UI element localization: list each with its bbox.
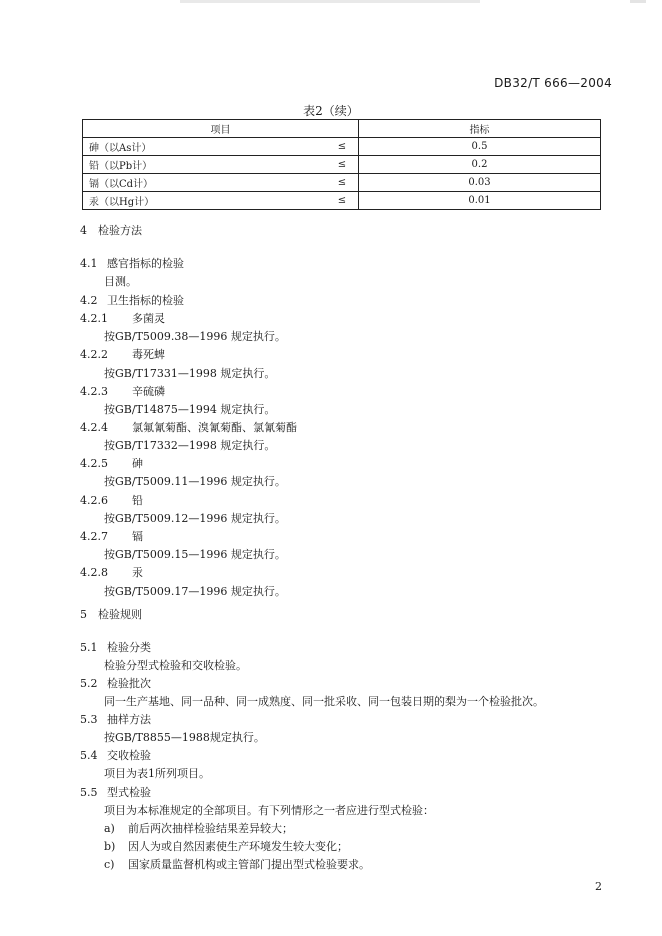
paragraph — [104, 365, 275, 381]
line-text: 毒死蜱 — [132, 348, 165, 361]
line-text: 镉 — [132, 530, 143, 543]
section-number: 5.5 — [80, 786, 98, 799]
paragraph — [104, 546, 286, 562]
top-scan-rule — [180, 0, 480, 3]
line-text: 铅 — [132, 494, 143, 507]
list-item — [104, 856, 370, 872]
cell-symbol: ≤ — [326, 156, 359, 174]
line-text: 国家质量监督机构或主管部门提出型式检验要求。 — [128, 858, 370, 871]
paragraph — [104, 802, 434, 818]
line-text: 按GB/T14875—1994 规定执行。 — [104, 403, 276, 416]
line-text: 检验分类 — [107, 641, 151, 654]
line-text: 项目为本标准规定的全部项目。有下列情形之一者应进行型式检验： — [104, 804, 434, 817]
section-heading — [80, 292, 184, 308]
line-text: 按GB/T17331—1998 规定执行。 — [104, 367, 276, 380]
line-text: 抽样方法 — [107, 713, 151, 726]
section-number: 5.1 — [80, 641, 98, 654]
section-number: 4.2 — [80, 294, 98, 307]
section-number: 5 — [80, 608, 87, 621]
line-text: 目测。 — [104, 275, 137, 288]
table-header-row — [83, 120, 601, 138]
line-text: 前后两次抽样检验结果差异较大； — [128, 822, 293, 835]
top-scan-mark — [630, 0, 646, 3]
list-item — [104, 820, 293, 836]
paragraph — [104, 437, 275, 453]
cell-value: 0.2 — [359, 156, 601, 174]
document-code: DB32/T 666—2004 — [494, 76, 612, 90]
cell-value: 0.03 — [359, 174, 601, 192]
line-text: 砷 — [132, 457, 143, 470]
line-text: 项目为表1所列项目。 — [104, 767, 210, 780]
section-heading — [80, 310, 165, 326]
paragraph — [104, 328, 286, 344]
table-row — [83, 192, 601, 210]
paragraph — [104, 473, 286, 489]
section-number: 4.2.5 — [80, 457, 108, 470]
section-heading — [80, 639, 151, 655]
section-number: a) — [104, 822, 115, 835]
cell-value: 0.5 — [359, 138, 601, 156]
line-text: 按GB/T5009.15—1996 规定执行。 — [104, 548, 286, 561]
line-text: 同一生产基地、同一品种、同一成熟度、同一批采收、同一包装日期的梨为一个检验批次。 — [104, 695, 544, 708]
line-text: 检验分型式检验和交收检验。 — [104, 659, 247, 672]
section-number: 4.2.6 — [80, 494, 108, 507]
paragraph — [104, 765, 210, 781]
table-row — [83, 138, 601, 156]
line-text: 按GB/T5009.17—1996 规定执行。 — [104, 585, 286, 598]
paragraph — [104, 401, 275, 417]
paragraph — [104, 510, 286, 526]
section-number: 5.2 — [80, 677, 98, 690]
paragraph — [104, 657, 247, 673]
cell-value: 0.01 — [359, 192, 601, 210]
line-text: 型式检验 — [107, 786, 151, 799]
section-number: 5.4 — [80, 749, 98, 762]
table-row — [83, 174, 601, 192]
section-heading — [80, 747, 151, 763]
section-heading — [80, 711, 151, 727]
line-text: 辛硫磷 — [132, 385, 165, 398]
spec-table — [82, 119, 601, 210]
section-heading — [80, 383, 165, 399]
line-text: 汞 — [132, 566, 143, 579]
line-text: 感官指标的检验 — [107, 257, 184, 270]
cell-item: 镉（以Cd计） — [83, 174, 327, 192]
section-number: 4.1 — [80, 257, 98, 270]
line-text: 多菌灵 — [132, 312, 165, 325]
section-number: 4.2.3 — [80, 385, 108, 398]
section-number: 4.2.2 — [80, 348, 108, 361]
section-number: 4.2.4 — [80, 421, 108, 434]
section-number: 4.2.8 — [80, 566, 108, 579]
table-row — [83, 156, 601, 174]
section-heading — [80, 492, 143, 508]
paragraph — [104, 583, 286, 599]
section-number: 4.2.1 — [80, 312, 108, 325]
line-text: 按GB/T5009.12—1996 规定执行。 — [104, 512, 286, 525]
cell-item: 砷（以As计） — [83, 138, 327, 156]
list-item — [104, 838, 348, 854]
section-heading — [80, 606, 142, 622]
section-number: c) — [104, 858, 115, 871]
paragraph — [104, 273, 137, 289]
header-value: 指标 — [359, 120, 601, 138]
line-text: 氯氟氰菊酯、溴氰菊酯、氯氰菊酯 — [132, 421, 297, 434]
line-text: 按GB/T8855—1988规定执行。 — [104, 731, 265, 744]
section-number: b) — [104, 840, 116, 853]
line-text: 按GB/T17332—1998 规定执行。 — [104, 439, 276, 452]
section-heading — [80, 346, 165, 362]
line-text: 按GB/T5009.38—1996 规定执行。 — [104, 330, 286, 343]
line-text: 交收检验 — [107, 749, 151, 762]
line-text: 卫生指标的检验 — [107, 294, 184, 307]
cell-item: 铅（以Pb计） — [83, 156, 327, 174]
cell-item: 汞（以Hg计） — [83, 192, 327, 210]
section-heading — [80, 564, 143, 580]
cell-symbol: ≤ — [326, 174, 359, 192]
section-heading — [80, 455, 143, 471]
line-text: 检验批次 — [107, 677, 151, 690]
table-caption: 表2（续） — [303, 104, 359, 118]
header-item: 项目 — [83, 120, 359, 138]
section-number: 4 — [80, 224, 87, 237]
cell-symbol: ≤ — [326, 192, 359, 210]
line-text: 因人为或自然因素使生产环境发生较大变化； — [128, 840, 348, 853]
section-heading — [80, 528, 143, 544]
section-heading — [80, 784, 151, 800]
paragraph — [104, 729, 265, 745]
section-heading — [80, 255, 184, 271]
line-text: 检验方法 — [98, 224, 142, 237]
cell-symbol: ≤ — [326, 138, 359, 156]
page-number: 2 — [595, 880, 602, 893]
line-text: 检验规则 — [98, 608, 142, 621]
section-heading — [80, 222, 142, 238]
section-heading — [80, 419, 297, 435]
section-number: 5.3 — [80, 713, 98, 726]
line-text: 按GB/T5009.11—1996 规定执行。 — [104, 475, 286, 488]
section-heading — [80, 675, 151, 691]
section-number: 4.2.7 — [80, 530, 108, 543]
paragraph — [104, 693, 544, 709]
